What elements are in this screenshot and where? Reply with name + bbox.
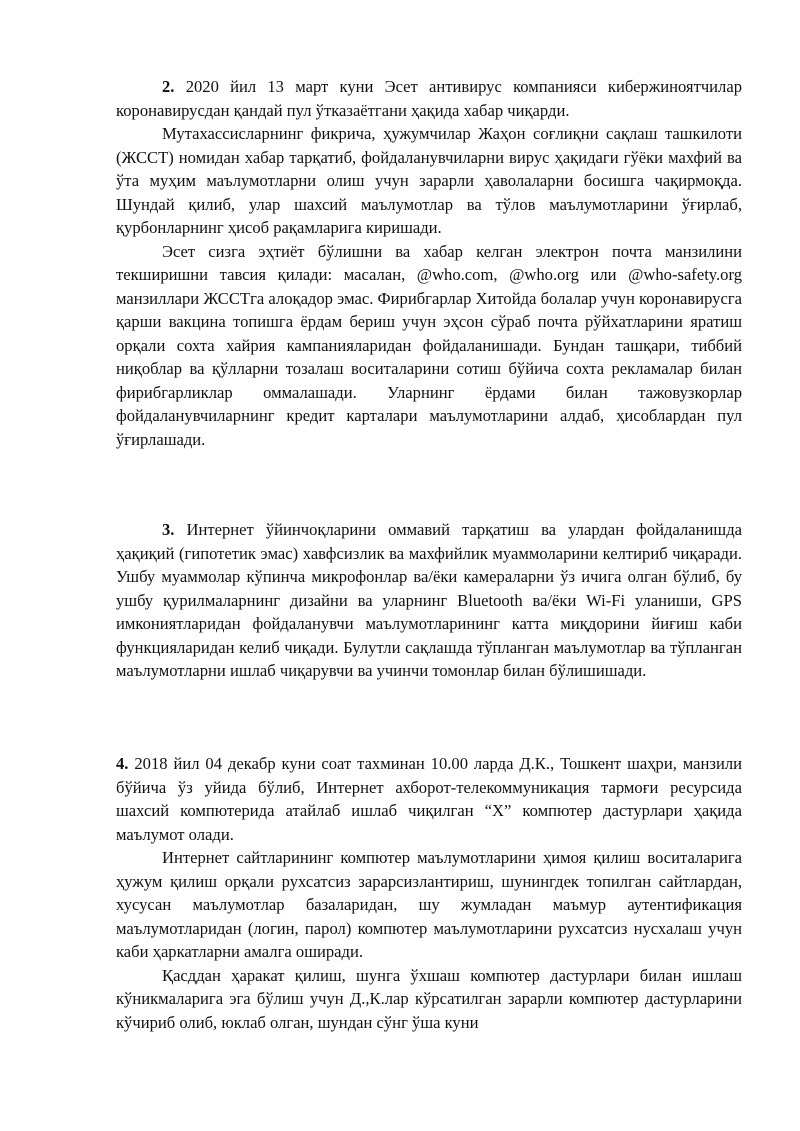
section-4-paragraph-2: Интернет сайтларининг компютер маълумотларини ҳимоя қилиш воситаларига ҳужум қилиш орқали рухсатсиз зарарсизлантириш, шунингдек топилган сайтлардан, хусусан маълумотлар базаларидан, шу жумладан маъмур аутентификация маълумотларидан (логин, парол) компютер маълумотларини рухсатсиз нусхалаш учун каби ҳаркатларни амалга оширади.: [116, 848, 742, 961]
section-2: [116, 75, 742, 451]
section-4: [116, 752, 742, 1034]
section-3-paragraph-1-text: Интернет ўйинчоқларини оммавий тарқатиш ва улардан фойдаланишда ҳақиқий (гипотетик эмас) хавфсизлик ва махфийлик муаммоларини келтириб чиқаради. Ушбу муаммолар кўпинча микрофонлар ва/ёки камераларни ўз ичига олган бўлиб, бу ушбу қурилмаларнинг дизайни ва уларнинг Bluetooth ва/ёки Wi-Fi уланиши, GPS имкониятларидан фойдаланувчи маълумотларининг катта миқдорини йиғиш каби функцияларидан келиб чиқади. Булутли сақлашда тўпланган маълумотлар ва тўпланган маълумотларни ишлаб чиқарувчи ва учинчи томонлар билан бўлишишади.: [116, 520, 743, 680]
section-3-number: 3.: [162, 520, 175, 539]
section-3: [116, 518, 742, 683]
section-2-paragraph-2: Мутахассисларнинг фикрича, ҳужумчилар Жаҳон соғлиқни сақлаш ташкилоти (ЖССТ) номидан хабар тарқатиб, фойдаланувчиларни вирус ҳақидаги гўёки махфий ва ўта муҳим маълумотларни олиш учун зарарли ҳаволаларни босишга чақирмоқда. Шундай қилиб, улар шахсий маълумотлар ва тўлов маълумотларини ўғирлаб, қурбонларнинг ҳисоб рақамларига киришади.: [116, 124, 742, 237]
section-4-paragraph-1: [116, 752, 742, 846]
section-2-paragraph-1: [116, 75, 742, 122]
section-2-paragraph-1-text: 2020 йил 13 март куни Эсет антивирус компанияси кибержиноятчилар коронавирусдан қандай пул ўтказаётгани ҳақида хабар чиқарди.: [116, 77, 742, 120]
section-3-paragraph-1: [116, 518, 742, 683]
section-2-number: 2.: [162, 77, 175, 96]
section-4-number: 4.: [116, 754, 129, 773]
section-4-paragraph-3: Қасддан ҳаракат қилиш, шунга ўхшаш компютер дастурлари билан ишлаш кўникмаларига эга бўлиш учун Д.,К.лар кўрсатилган зарарли компютер дастурларини кўчириб олиб, юклаб олган, шундан сўнг ўша куни: [116, 965, 742, 1032]
section-4-paragraph-1-text: 2018 йил 04 декабр куни соат тахминан 10.00 ларда Д.К., Тошкент шаҳри, манзили бўйича ўз уйида бўлиб, Интернет ахборот-телекоммуникация тармоғи ресурсида шахсий компютерида атайлаб ишлаб чиқилган “X” компютер дастурлари ҳақида маълумот олади.: [116, 754, 743, 844]
section-2-paragraph-3: Эсет сизга эҳтиёт бўлишни ва хабар келган электрон почта манзилини текширишни тавсия қилади: масалан, @who.com, @who.org или @who-safety.org манзиллари ЖССТга алоқадор эмас. Фирибгарлар Хитойда болалар учун коронавирусга қарши вакцина топишга ёрдам бериш учун эҳсон сўраб почта рўйхатларини яратиш орқали сохта хайрия кампанияларидан фойдаланишади. Бундан ташқари, тиббий ниқоблар ва қўлларни тозалаш воситаларини сотиш бўйича сохта рекламалар билан фирибгарликлар оммалашади. Уларнинг ёрдами билан тажовузкорлар фойдаланувчиларнинг кредит карталари маълумотларини алдаб, ҳисоблардан пул ўғирлашади.: [116, 241, 742, 449]
